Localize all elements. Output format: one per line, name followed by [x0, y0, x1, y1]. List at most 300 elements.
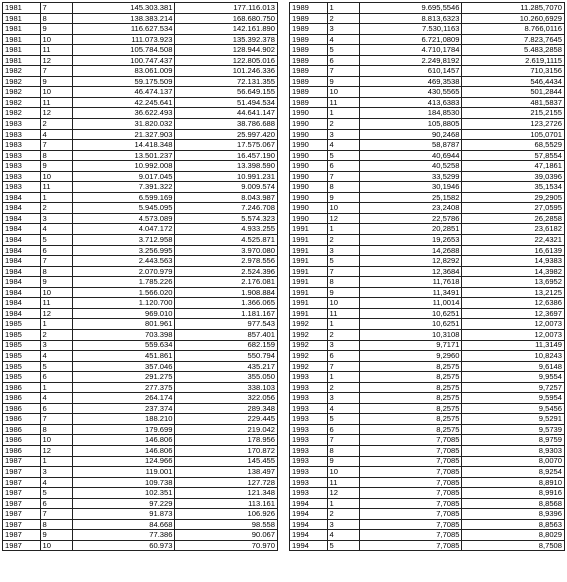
left-data-table — [2, 2, 278, 551]
value-cell-2: 122.805.016 — [175, 55, 278, 66]
year-cell: 1983 — [3, 119, 41, 130]
month-cell: 10 — [40, 435, 72, 446]
value-cell-2: 127.728 — [175, 477, 278, 488]
table-row — [3, 540, 278, 551]
table-row — [3, 445, 278, 456]
value-cell-2: 355.050 — [175, 372, 278, 383]
value-cell-1: 146.806 — [73, 445, 175, 456]
month-cell: 12 — [40, 445, 72, 456]
value-cell-1: 105.784.508 — [73, 45, 175, 56]
value-cell-1: 610,1457 — [360, 66, 462, 77]
year-cell: 1990 — [290, 129, 328, 140]
month-cell: 5 — [40, 361, 72, 372]
year-cell: 1989 — [290, 97, 328, 108]
table-row — [3, 403, 278, 414]
year-cell: 1984 — [3, 277, 41, 288]
table-row — [3, 245, 278, 256]
year-cell: 1987 — [3, 540, 41, 551]
value-cell-2: 977.543 — [175, 319, 278, 330]
month-cell: 9 — [327, 287, 359, 298]
month-cell: 3 — [40, 213, 72, 224]
year-cell: 1990 — [290, 119, 328, 130]
value-cell-2: 178.956 — [175, 435, 278, 446]
value-cell-2: 501,2844 — [462, 87, 565, 98]
value-cell-2: 1.181.167 — [175, 308, 278, 319]
value-cell-1: 4.047.172 — [73, 224, 175, 235]
month-cell: 3 — [40, 340, 72, 351]
value-cell-1: 8,2575 — [360, 372, 462, 383]
value-cell-1: 12,3684 — [360, 266, 462, 277]
table-row — [290, 519, 565, 530]
month-cell: 1 — [327, 3, 359, 14]
value-cell-1: 8,2575 — [360, 403, 462, 414]
month-cell: 1 — [327, 372, 359, 383]
year-cell: 1992 — [290, 351, 328, 362]
value-cell-1: 357.046 — [73, 361, 175, 372]
value-cell-1: 77.386 — [73, 530, 175, 541]
year-cell: 1991 — [290, 308, 328, 319]
value-cell-2: 13,6952 — [462, 277, 565, 288]
value-cell-2: 289.348 — [175, 403, 278, 414]
month-cell: 10 — [327, 298, 359, 309]
table-row — [290, 498, 565, 509]
value-cell-1: 23,2408 — [360, 203, 462, 214]
value-cell-1: 969.010 — [73, 308, 175, 319]
value-cell-2: 12,0073 — [462, 319, 565, 330]
table-row — [290, 319, 565, 330]
value-cell-1: 7,7085 — [360, 456, 462, 467]
month-cell: 1 — [327, 319, 359, 330]
month-cell: 12 — [327, 213, 359, 224]
table-row — [3, 213, 278, 224]
month-cell: 3 — [40, 467, 72, 478]
value-cell-2: 857.401 — [175, 329, 278, 340]
value-cell-2: 90.067 — [175, 530, 278, 541]
year-cell: 1987 — [3, 488, 41, 499]
month-cell: 2 — [40, 119, 72, 130]
year-cell: 1992 — [290, 319, 328, 330]
value-cell-2: 2.978.556 — [175, 256, 278, 267]
month-cell: 10 — [327, 87, 359, 98]
month-cell: 7 — [327, 171, 359, 182]
year-cell: 1994 — [290, 498, 328, 509]
month-cell: 8 — [40, 424, 72, 435]
value-cell-2: 322.056 — [175, 393, 278, 404]
year-cell: 1990 — [290, 108, 328, 119]
table-row — [3, 171, 278, 182]
table-row — [290, 13, 565, 24]
value-cell-2: 7.246.708 — [175, 203, 278, 214]
year-cell: 1989 — [290, 66, 328, 77]
value-cell-1: 430,5565 — [360, 87, 462, 98]
value-cell-1: 7,7085 — [360, 519, 462, 530]
month-cell: 8 — [40, 266, 72, 277]
month-cell: 8 — [327, 277, 359, 288]
table-row — [290, 97, 565, 108]
year-cell: 1982 — [3, 76, 41, 87]
year-cell: 1991 — [290, 224, 328, 235]
year-cell: 1993 — [290, 424, 328, 435]
value-cell-1: 14,2688 — [360, 245, 462, 256]
month-cell: 8 — [327, 182, 359, 193]
value-cell-1: 2.443.563 — [73, 256, 175, 267]
value-cell-2: 68,5529 — [462, 140, 565, 151]
value-cell-2: 123,2726 — [462, 119, 565, 130]
value-cell-2: 14,3982 — [462, 266, 565, 277]
table-row — [290, 108, 565, 119]
year-cell: 1987 — [3, 456, 41, 467]
month-cell: 5 — [327, 45, 359, 56]
value-cell-1: 42.245.641 — [73, 97, 175, 108]
value-cell-1: 7.391.322 — [73, 182, 175, 193]
year-cell: 1981 — [3, 45, 41, 56]
value-cell-2: 5.483,2858 — [462, 45, 565, 56]
value-cell-1: 2.070.979 — [73, 266, 175, 277]
value-cell-1: 7,7085 — [360, 445, 462, 456]
value-cell-1: 10,3108 — [360, 329, 462, 340]
year-cell: 1993 — [290, 467, 328, 478]
month-cell: 5 — [327, 414, 359, 425]
table-row — [3, 414, 278, 425]
year-cell: 1984 — [3, 224, 41, 235]
value-cell-1: 84.668 — [73, 519, 175, 530]
table-row — [290, 488, 565, 499]
value-cell-1: 109.738 — [73, 477, 175, 488]
month-cell: 5 — [327, 256, 359, 267]
value-cell-1: 102.351 — [73, 488, 175, 499]
year-cell: 1982 — [3, 108, 41, 119]
value-cell-2: 9,5954 — [462, 393, 565, 404]
year-cell: 1982 — [3, 87, 41, 98]
table-row — [3, 129, 278, 140]
value-cell-1: 12,8292 — [360, 256, 462, 267]
left-table-body — [3, 3, 278, 551]
table-row — [290, 382, 565, 393]
value-cell-2: 25.997.420 — [175, 129, 278, 140]
table-row — [290, 372, 565, 383]
table-row — [290, 361, 565, 372]
value-cell-1: 801.961 — [73, 319, 175, 330]
value-cell-1: 8,2575 — [360, 361, 462, 372]
table-row — [290, 424, 565, 435]
month-cell: 3 — [327, 129, 359, 140]
value-cell-2: 8,0070 — [462, 456, 565, 467]
value-cell-1: 91.873 — [73, 509, 175, 520]
value-cell-1: 138.383.214 — [73, 13, 175, 24]
value-cell-2: 170.872 — [175, 445, 278, 456]
table-row — [290, 3, 565, 14]
value-cell-1: 9.695,5546 — [360, 3, 462, 14]
month-cell: 6 — [327, 351, 359, 362]
year-cell: 1983 — [3, 129, 41, 140]
value-cell-2: 57,8554 — [462, 150, 565, 161]
year-cell: 1990 — [290, 171, 328, 182]
table-row — [290, 477, 565, 488]
table-row — [3, 308, 278, 319]
table-row — [3, 192, 278, 203]
value-cell-1: 30,1946 — [360, 182, 462, 193]
value-cell-2: 121.348 — [175, 488, 278, 499]
table-row — [290, 287, 565, 298]
right-table-body — [290, 3, 565, 551]
year-cell: 1994 — [290, 530, 328, 541]
month-cell: 7 — [327, 66, 359, 77]
month-cell: 1 — [327, 498, 359, 509]
table-row — [290, 140, 565, 151]
value-cell-1: 7,7085 — [360, 435, 462, 446]
table-row — [3, 382, 278, 393]
table-row — [3, 66, 278, 77]
value-cell-2: 4.933.255 — [175, 224, 278, 235]
value-cell-2: 17.575.067 — [175, 140, 278, 151]
month-cell: 1 — [40, 382, 72, 393]
value-cell-1: 22,5786 — [360, 213, 462, 224]
year-cell: 1984 — [3, 308, 41, 319]
table-row — [290, 45, 565, 56]
value-cell-2: 16.457.190 — [175, 150, 278, 161]
year-cell: 1991 — [290, 235, 328, 246]
year-cell: 1985 — [3, 361, 41, 372]
table-row — [290, 340, 565, 351]
month-cell: 4 — [40, 393, 72, 404]
month-cell: 2 — [327, 509, 359, 520]
table-row — [3, 509, 278, 520]
value-cell-1: 291.275 — [73, 372, 175, 383]
value-cell-2: 338.103 — [175, 382, 278, 393]
value-cell-1: 19,2653 — [360, 235, 462, 246]
month-cell: 7 — [40, 509, 72, 520]
year-cell: 1989 — [290, 55, 328, 66]
table-row — [3, 477, 278, 488]
month-cell: 10 — [40, 287, 72, 298]
year-cell: 1993 — [290, 414, 328, 425]
month-cell: 9 — [40, 161, 72, 172]
value-cell-2: 51.494.534 — [175, 97, 278, 108]
month-cell: 2 — [327, 13, 359, 24]
table-row — [3, 351, 278, 362]
month-cell: 12 — [40, 108, 72, 119]
value-cell-1: 8,2575 — [360, 414, 462, 425]
value-cell-2: 9,5739 — [462, 424, 565, 435]
month-cell: 1 — [40, 319, 72, 330]
year-cell: 1984 — [3, 298, 41, 309]
table-row — [3, 456, 278, 467]
table-row — [290, 540, 565, 551]
month-cell: 1 — [327, 224, 359, 235]
year-cell: 1991 — [290, 245, 328, 256]
value-cell-2: 10.260,6929 — [462, 13, 565, 24]
year-cell: 1994 — [290, 540, 328, 551]
table-row — [290, 509, 565, 520]
table-row — [290, 87, 565, 98]
value-cell-1: 59.175.509 — [73, 76, 175, 87]
value-cell-2: 8,8029 — [462, 530, 565, 541]
value-cell-1: 237.374 — [73, 403, 175, 414]
value-cell-2: 3.970.080 — [175, 245, 278, 256]
value-cell-2: 70.970 — [175, 540, 278, 551]
value-cell-2: 8,9303 — [462, 445, 565, 456]
value-cell-1: 21.327.903 — [73, 129, 175, 140]
year-cell: 1989 — [290, 45, 328, 56]
value-cell-2: 47,1861 — [462, 161, 565, 172]
value-cell-2: 39,0396 — [462, 171, 565, 182]
table-row — [290, 76, 565, 87]
value-cell-2: 9,7257 — [462, 382, 565, 393]
year-cell: 1993 — [290, 488, 328, 499]
value-cell-2: 16,6139 — [462, 245, 565, 256]
month-cell: 4 — [327, 403, 359, 414]
value-cell-2: 8,8568 — [462, 498, 565, 509]
table-row — [290, 129, 565, 140]
value-cell-2: 8,9916 — [462, 488, 565, 499]
value-cell-2: 11.285,7070 — [462, 3, 565, 14]
value-cell-1: 2.249,8192 — [360, 55, 462, 66]
month-cell: 9 — [40, 76, 72, 87]
value-cell-2: 11,3149 — [462, 340, 565, 351]
month-cell: 8 — [327, 445, 359, 456]
table-row — [3, 24, 278, 35]
table-row — [290, 224, 565, 235]
month-cell: 6 — [40, 498, 72, 509]
value-cell-1: 9,7171 — [360, 340, 462, 351]
year-cell: 1986 — [3, 445, 41, 456]
month-cell: 8 — [40, 519, 72, 530]
value-cell-2: 9.009.574 — [175, 182, 278, 193]
value-cell-2: 22,4321 — [462, 235, 565, 246]
table-row — [3, 530, 278, 541]
value-cell-2: 72.131.355 — [175, 76, 278, 87]
value-cell-2: 7.823,7645 — [462, 34, 565, 45]
table-row — [3, 435, 278, 446]
value-cell-2: 113.161 — [175, 498, 278, 509]
value-cell-2: 8.766,0116 — [462, 24, 565, 35]
month-cell: 7 — [327, 361, 359, 372]
value-cell-1: 4.710,1784 — [360, 45, 462, 56]
month-cell: 6 — [40, 403, 72, 414]
value-cell-1: 58,8787 — [360, 140, 462, 151]
month-cell: 5 — [40, 488, 72, 499]
table-row — [3, 498, 278, 509]
value-cell-1: 8,2575 — [360, 424, 462, 435]
month-cell: 2 — [327, 119, 359, 130]
year-cell: 1993 — [290, 456, 328, 467]
month-cell: 10 — [40, 87, 72, 98]
year-cell: 1994 — [290, 519, 328, 530]
year-cell: 1989 — [290, 13, 328, 24]
month-cell: 7 — [327, 435, 359, 446]
table-row — [290, 182, 565, 193]
value-cell-1: 9.017.045 — [73, 171, 175, 182]
value-cell-2: 10.991.231 — [175, 171, 278, 182]
month-cell: 7 — [40, 140, 72, 151]
year-cell: 1984 — [3, 256, 41, 267]
value-cell-2: 2.619,1115 — [462, 55, 565, 66]
value-cell-2: 142.161.890 — [175, 24, 278, 35]
year-cell: 1990 — [290, 192, 328, 203]
value-cell-2: 8,9254 — [462, 467, 565, 478]
year-cell: 1993 — [290, 403, 328, 414]
value-cell-1: 6.599.169 — [73, 192, 175, 203]
month-cell: 11 — [40, 45, 72, 56]
month-cell: 7 — [40, 3, 72, 14]
month-cell: 2 — [40, 203, 72, 214]
table-row — [3, 235, 278, 246]
table-row — [290, 277, 565, 288]
month-cell: 11 — [40, 298, 72, 309]
month-cell: 5 — [327, 150, 359, 161]
value-cell-2: 12,0073 — [462, 329, 565, 340]
value-cell-1: 184,8530 — [360, 108, 462, 119]
value-cell-1: 7,7085 — [360, 477, 462, 488]
year-cell: 1984 — [3, 266, 41, 277]
table-row — [290, 530, 565, 541]
table-row — [290, 298, 565, 309]
table-row — [3, 287, 278, 298]
value-cell-2: 4.525.871 — [175, 235, 278, 246]
table-row — [290, 24, 565, 35]
month-cell: 5 — [327, 540, 359, 551]
year-cell: 1993 — [290, 445, 328, 456]
value-cell-1: 9,2960 — [360, 351, 462, 362]
value-cell-2: 1.366.065 — [175, 298, 278, 309]
value-cell-1: 4.573.089 — [73, 213, 175, 224]
year-cell: 1984 — [3, 235, 41, 246]
month-cell: 10 — [40, 171, 72, 182]
month-cell: 10 — [40, 540, 72, 551]
year-cell: 1983 — [3, 182, 41, 193]
table-row — [3, 319, 278, 330]
value-cell-1: 105,8805 — [360, 119, 462, 130]
value-cell-1: 83.061.009 — [73, 66, 175, 77]
value-cell-2: 8,9396 — [462, 509, 565, 520]
table-row — [3, 119, 278, 130]
table-row — [3, 488, 278, 499]
year-cell: 1989 — [290, 24, 328, 35]
month-cell: 3 — [327, 245, 359, 256]
year-cell: 1992 — [290, 340, 328, 351]
year-cell: 1991 — [290, 287, 328, 298]
table-row — [290, 393, 565, 404]
value-cell-2: 550.794 — [175, 351, 278, 362]
value-cell-1: 31.820.032 — [73, 119, 175, 130]
value-cell-1: 3.256.995 — [73, 245, 175, 256]
value-cell-1: 124.966 — [73, 456, 175, 467]
year-cell: 1991 — [290, 277, 328, 288]
table-row — [3, 87, 278, 98]
year-cell: 1989 — [290, 34, 328, 45]
year-cell: 1986 — [3, 382, 41, 393]
year-cell: 1986 — [3, 414, 41, 425]
value-cell-1: 119.001 — [73, 467, 175, 478]
value-cell-1: 11,0014 — [360, 298, 462, 309]
table-row — [3, 76, 278, 87]
month-cell: 3 — [327, 393, 359, 404]
table-row — [3, 3, 278, 14]
year-cell: 1993 — [290, 477, 328, 488]
table-row — [290, 235, 565, 246]
year-cell: 1982 — [3, 97, 41, 108]
table-row — [3, 45, 278, 56]
value-cell-2: 98.558 — [175, 519, 278, 530]
month-cell: 3 — [327, 519, 359, 530]
month-cell: 2 — [327, 235, 359, 246]
year-cell: 1984 — [3, 287, 41, 298]
year-cell: 1981 — [3, 3, 41, 14]
year-cell: 1987 — [3, 519, 41, 530]
value-cell-2: 219.042 — [175, 424, 278, 435]
value-cell-1: 8.813,6323 — [360, 13, 462, 24]
month-cell: 4 — [327, 34, 359, 45]
